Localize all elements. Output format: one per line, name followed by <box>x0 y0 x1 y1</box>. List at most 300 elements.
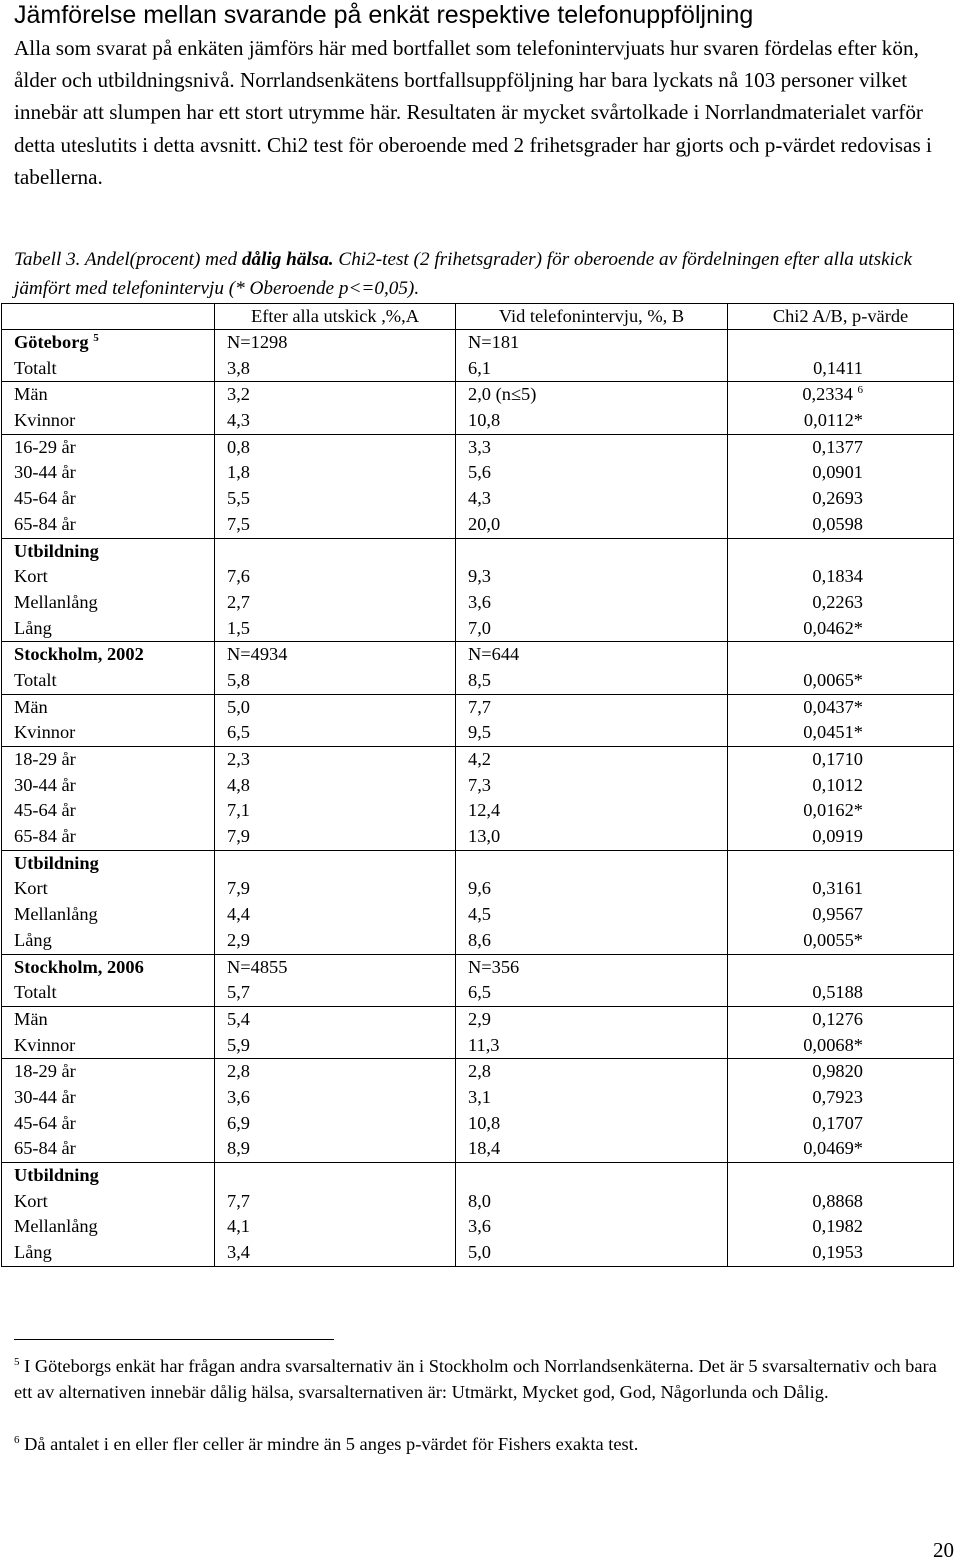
row-label-text: 16-29 år <box>14 436 76 457</box>
cell-text: N=356 <box>468 956 520 977</box>
cell-text: 7,7 <box>468 696 491 717</box>
cell-text: 0,1707 <box>812 1112 863 1133</box>
cell-text: 0,0065* <box>803 669 863 690</box>
percent-value <box>227 382 455 408</box>
cell-text: 0,7923 <box>812 1086 863 1107</box>
cell-text: 0,0068* <box>803 1034 863 1055</box>
row-label-cell <box>2 434 215 538</box>
percent-value <box>468 695 727 721</box>
caption-rest: Chi2-test (2 frihetsgrader) för oberoende av fördelningen efter alla utskick jämfört med telefonintervju (* Oberoende p<=0,05). <box>14 249 912 299</box>
row-label <box>14 1163 214 1189</box>
cell-text: 3,8 <box>227 357 250 378</box>
percent-value <box>227 460 455 486</box>
row-label-text: 45-64 år <box>14 800 76 821</box>
percent-value <box>227 1007 455 1033</box>
p-value <box>728 1214 863 1240</box>
percent-value <box>468 798 727 824</box>
cell-text: 2,7 <box>227 591 250 612</box>
row-label-text: Totalt <box>14 357 57 378</box>
row-label-text: Totalt <box>14 669 57 690</box>
row-label-text: 30-44 år <box>14 774 76 795</box>
row-label <box>14 408 214 434</box>
row-label-text: Kort <box>14 1190 48 1211</box>
table-caption <box>14 245 954 303</box>
p-value <box>728 902 863 928</box>
cell-text: 0,0462* <box>803 617 863 638</box>
cell-text: 10,8 <box>468 1112 501 1133</box>
row-label <box>14 435 214 461</box>
p-value <box>728 695 863 721</box>
row-label <box>14 695 214 721</box>
row-label-text: Mellanlång <box>14 591 98 612</box>
cell-text: 1,5 <box>227 617 250 638</box>
row-label <box>14 1189 214 1215</box>
p-value-cell <box>728 1059 954 1163</box>
value-a-cell <box>215 382 456 434</box>
percent-value <box>468 1189 727 1215</box>
row-label-text: 18-29 år <box>14 749 76 769</box>
value-a-cell <box>215 538 456 642</box>
p-value <box>728 798 863 824</box>
health-comparison-table <box>1 303 954 1267</box>
percent-value <box>468 356 727 382</box>
p-value <box>728 356 863 382</box>
row-label-text: Män <box>14 696 48 717</box>
row-label-cell <box>2 1163 215 1267</box>
percent-value <box>468 460 727 486</box>
table-row <box>2 330 954 382</box>
cell-text: 0,5188 <box>812 982 863 1003</box>
row-label-text: Mellanlång <box>14 904 98 925</box>
cell-text: 5,6 <box>468 462 491 483</box>
percent-value <box>468 824 727 850</box>
cell-text: 5,4 <box>227 1008 250 1029</box>
percent-value <box>227 1163 455 1189</box>
value-b-cell <box>456 538 728 642</box>
percent-value <box>227 902 455 928</box>
row-label-cell <box>2 538 215 642</box>
cell-text: 0,1710 <box>812 749 863 769</box>
row-label-text: 30-44 år <box>14 1086 76 1107</box>
percent-value <box>468 955 727 981</box>
percent-value <box>468 980 727 1006</box>
intro-paragraph: Alla som svarat på enkäten jämförs här med bortfallet som telefonintervjuats hur svaren fördelas efter kön, ålder och utbildningsnivå. Norrlandsenkätens bortfallsuppföljning har bara lyckats nå 103 personer vilket innebär att slumpen har ett stort utrymme här. Resultaten är mycket svårtolkade i Norrlandmaterialet varför detta uteslutits i detta avsnitt. Chi2 test för oberoende med 2 frihetsgrader har gjorts och p-värdet redovisas i tabellerna. <box>14 36 932 189</box>
p-value <box>728 1189 863 1215</box>
row-label <box>14 590 214 616</box>
cell-text: 10,8 <box>468 410 501 431</box>
percent-value <box>227 851 455 877</box>
row-label-cell <box>2 1006 215 1058</box>
cell-text: 6,5 <box>468 982 491 1003</box>
p-value <box>728 876 863 902</box>
cell-text: 5,8 <box>227 669 250 690</box>
row-label <box>14 928 214 954</box>
header-cell <box>2 304 215 330</box>
cell-text: 0,0055* <box>803 929 863 950</box>
p-value <box>728 1163 863 1189</box>
percent-value <box>468 668 727 694</box>
row-label-text: Kvinnor <box>14 410 76 431</box>
cell-text: 4,3 <box>227 410 250 431</box>
p-value <box>728 435 863 461</box>
cell-text: 2,0 (n≤5) <box>468 384 537 405</box>
cell-text: 7,9 <box>227 826 250 847</box>
cell-text: 13,0 <box>468 826 501 847</box>
cell-text: 0,2334 <box>802 384 853 405</box>
percent-value <box>227 356 455 382</box>
p-value-cell <box>728 538 954 642</box>
cell-text: 7,5 <box>227 513 250 534</box>
percent-value <box>227 408 455 434</box>
row-label-cell <box>2 694 215 746</box>
row-label-text: Kort <box>14 878 48 899</box>
cell-text: 7,1 <box>227 800 250 821</box>
cell-text: 0,8868 <box>812 1190 863 1211</box>
row-label-text: 65-84 år <box>14 826 76 847</box>
cell-text: 6,1 <box>468 357 491 378</box>
p-value <box>728 955 863 981</box>
row-label <box>14 486 214 512</box>
row-label-text: Kvinnor <box>14 722 76 743</box>
row-label <box>14 1136 214 1162</box>
cell-text: 0,1411 <box>813 357 863 378</box>
percent-value <box>227 955 455 981</box>
table-row <box>2 1163 954 1267</box>
row-label <box>14 382 214 408</box>
p-value <box>728 616 863 642</box>
percent-value <box>468 1240 727 1266</box>
percent-value <box>468 539 727 565</box>
row-label <box>14 1240 214 1266</box>
cell-text: 0,1012 <box>812 774 863 795</box>
value-a-cell <box>215 642 456 694</box>
cell-text: 0,1276 <box>812 1008 863 1029</box>
row-label-text: 65-84 år <box>14 513 76 534</box>
row-label-text: 45-64 år <box>14 1112 76 1133</box>
cell-text: N=1298 <box>227 332 288 352</box>
row-label-cell <box>2 642 215 694</box>
p-value-cell <box>728 694 954 746</box>
percent-value <box>468 1085 727 1111</box>
p-value-cell <box>728 954 954 1006</box>
footnote-5 <box>14 1353 954 1405</box>
percent-value <box>468 642 727 668</box>
row-label-text: 65-84 år <box>14 1138 76 1159</box>
value-a-cell <box>215 1059 456 1163</box>
value-b-cell <box>456 694 728 746</box>
percent-value <box>468 1163 727 1189</box>
row-label <box>14 1085 214 1111</box>
cell-text: 2,8 <box>227 1061 250 1082</box>
cell-text: 0,1953 <box>812 1242 863 1263</box>
percent-value <box>227 668 455 694</box>
cell-text: 8,9 <box>227 1138 250 1159</box>
cell-text: 4,2 <box>468 749 491 769</box>
percent-value <box>227 1240 455 1266</box>
p-value <box>728 773 863 799</box>
cell-text: 4,8 <box>227 774 250 795</box>
percent-value <box>468 720 727 746</box>
value-b-cell <box>456 330 728 382</box>
percent-value <box>468 902 727 928</box>
cell-text: 18,4 <box>468 1138 501 1159</box>
percent-value <box>227 773 455 799</box>
cell-text: 11,3 <box>468 1034 500 1055</box>
p-value <box>728 330 863 356</box>
value-a-cell <box>215 694 456 746</box>
p-value <box>728 720 863 746</box>
cell-text: 4,3 <box>468 488 491 509</box>
row-label <box>14 668 214 694</box>
cell-text: 5,9 <box>227 1034 250 1055</box>
row-label <box>14 330 214 356</box>
percent-value <box>468 1007 727 1033</box>
percent-value <box>468 590 727 616</box>
cell-text: 0,3161 <box>812 878 863 899</box>
percent-value <box>227 1214 455 1240</box>
cell-text: 0,0437* <box>803 696 863 717</box>
percent-value <box>227 1111 455 1137</box>
cell-text: 3,6 <box>468 1216 491 1237</box>
row-label-text: Kort <box>14 566 48 587</box>
table-row <box>2 850 954 954</box>
row-label <box>14 564 214 590</box>
cell-text: 2,3 <box>227 749 250 769</box>
percent-value <box>227 330 455 356</box>
row-label <box>14 539 214 565</box>
percent-value <box>468 928 727 954</box>
value-b-cell <box>456 434 728 538</box>
cell-text: 5,0 <box>227 696 250 717</box>
page-heading: Jämförelse mellan svarande på enkät respektive telefonuppföljning <box>14 1 754 29</box>
value-b-cell <box>456 382 728 434</box>
row-label-cell <box>2 1059 215 1163</box>
row-label-text: 18-29 år <box>14 1061 76 1082</box>
caption-lead: Tabell 3. Andel(procent) med <box>14 249 242 270</box>
percent-value <box>227 928 455 954</box>
percent-value <box>468 876 727 902</box>
p-value <box>728 512 863 538</box>
row-label <box>14 356 214 382</box>
row-label-cell <box>2 330 215 382</box>
cell-text: 0,0451* <box>803 722 863 743</box>
percent-value <box>468 616 727 642</box>
percent-value <box>468 382 727 408</box>
percent-value <box>468 1111 727 1137</box>
cell-text: 0,0901 <box>812 462 863 483</box>
row-label-text: Utbildning <box>14 1165 99 1185</box>
percent-value <box>227 512 455 538</box>
cell-text: 1,8 <box>227 462 250 483</box>
p-value <box>728 460 863 486</box>
footnote-mark: 6 <box>14 1433 20 1446</box>
value-b-cell <box>456 1163 728 1267</box>
cell-text: 3,2 <box>227 384 250 405</box>
row-label-text: Stockholm, 2002 <box>14 644 144 665</box>
row-label <box>14 798 214 824</box>
percent-value <box>227 1136 455 1162</box>
cell-text: 4,1 <box>227 1216 250 1237</box>
percent-value <box>227 695 455 721</box>
row-label <box>14 1059 214 1085</box>
cell-text: 7,3 <box>468 774 491 795</box>
cell-text: 0,2693 <box>812 488 863 509</box>
cell-text: 2,9 <box>227 929 250 950</box>
row-label-cell <box>2 382 215 434</box>
percent-value <box>227 435 455 461</box>
percent-value <box>227 876 455 902</box>
page-number: 20 <box>933 1538 954 1562</box>
p-value-cell <box>728 1163 954 1267</box>
percent-value <box>468 1059 727 1085</box>
cell-text: 8,0 <box>468 1190 491 1211</box>
percent-value <box>468 486 727 512</box>
row-label <box>14 460 214 486</box>
cell-text: 8,5 <box>468 669 491 690</box>
percent-value <box>468 1033 727 1059</box>
row-label <box>14 876 214 902</box>
cell-text: 0,0112* <box>803 410 863 431</box>
table-row <box>2 382 954 434</box>
cell-text: 8,6 <box>468 929 491 950</box>
percent-value <box>468 564 727 590</box>
row-label-text: Män <box>14 1008 48 1029</box>
cell-text: 0,9820 <box>812 1061 863 1082</box>
cell-text: 7,7 <box>227 1190 250 1211</box>
cell-text: 5,5 <box>227 488 250 509</box>
percent-value <box>468 851 727 877</box>
cell-text: 9,5 <box>468 722 491 743</box>
value-a-cell <box>215 747 456 851</box>
row-label-text: Lång <box>14 617 52 638</box>
row-label <box>14 720 214 746</box>
table-row <box>2 694 954 746</box>
percent-value <box>468 747 727 773</box>
cell-text: 5,0 <box>468 1242 491 1263</box>
header-cell: Chi2 A/B, p-värde <box>728 304 954 330</box>
table-header-row <box>2 304 954 330</box>
percent-value <box>468 435 727 461</box>
cell-text: N=4855 <box>227 956 288 977</box>
cell-text: 0,1982 <box>812 1216 863 1237</box>
footnote-text: Då antalet i en eller fler celler är mindre än 5 anges p-värdet för Fishers exakta test. <box>19 1434 639 1454</box>
row-label-text: Mellanlång <box>14 1216 98 1237</box>
value-a-cell <box>215 330 456 382</box>
row-label <box>14 851 214 877</box>
row-label <box>14 824 214 850</box>
cell-text: 3,3 <box>468 436 491 457</box>
percent-value <box>227 1059 455 1085</box>
p-value <box>728 980 863 1006</box>
row-label-text: Stockholm, 2006 <box>14 956 144 977</box>
cell-text: 0,1834 <box>812 566 863 587</box>
percent-value <box>227 720 455 746</box>
cell-text: 0,0162* <box>803 800 863 821</box>
cell-text: 0,0469* <box>803 1138 863 1159</box>
cell-text: 3,4 <box>227 1242 250 1263</box>
row-label-cell <box>2 747 215 851</box>
row-label-text: 30-44 år <box>14 462 76 483</box>
header-cell: Vid telefonintervju, %, B <box>456 304 728 330</box>
value-b-cell <box>456 1059 728 1163</box>
percent-value <box>227 616 455 642</box>
percent-value <box>468 1136 727 1162</box>
value-b-cell <box>456 642 728 694</box>
row-label-text: Utbildning <box>14 540 99 561</box>
p-value <box>728 539 863 565</box>
p-value <box>728 408 863 434</box>
cell-text: 5,7 <box>227 982 250 1003</box>
percent-value <box>227 1189 455 1215</box>
cell-text: 7,9 <box>227 878 250 899</box>
table-row <box>2 538 954 642</box>
p-value-cell <box>728 642 954 694</box>
percent-value <box>227 747 455 773</box>
footnote-rule <box>14 1339 334 1340</box>
header-cell: Efter alla utskick ,%,A <box>215 304 456 330</box>
p-value-cell <box>728 434 954 538</box>
percent-value <box>227 1085 455 1111</box>
p-value <box>728 1007 863 1033</box>
p-value-cell <box>728 382 954 434</box>
percent-value <box>468 1214 727 1240</box>
footnote-ref: 5 <box>93 331 99 344</box>
percent-value <box>227 1033 455 1059</box>
cell-text: 4,4 <box>227 904 250 925</box>
row-label-text: Göteborg <box>14 332 89 352</box>
p-value <box>728 668 863 694</box>
cell-text: 0,9567 <box>812 904 863 925</box>
cell-text: 3,6 <box>468 591 491 612</box>
percent-value <box>468 512 727 538</box>
percent-value <box>227 539 455 565</box>
row-label <box>14 616 214 642</box>
cell-text: 7,0 <box>468 617 491 638</box>
percent-value <box>468 408 727 434</box>
row-label <box>14 512 214 538</box>
p-value <box>728 1136 863 1162</box>
footnote-mark: 5 <box>14 1355 20 1368</box>
percent-value <box>468 330 727 356</box>
row-label-cell <box>2 954 215 1006</box>
table-row <box>2 434 954 538</box>
p-value <box>728 1033 863 1059</box>
cell-text: N=181 <box>468 332 520 352</box>
p-value-cell <box>728 850 954 954</box>
p-value-cell <box>728 1006 954 1058</box>
cell-text: 0,0598 <box>812 513 863 534</box>
cell-text: 9,3 <box>468 566 491 587</box>
caption-bold: dålig hälsa. <box>241 249 334 270</box>
table-row <box>2 1059 954 1163</box>
cell-text: 0,8 <box>227 436 250 457</box>
p-value <box>728 824 863 850</box>
row-label <box>14 747 214 773</box>
cell-text: 3,6 <box>227 1086 250 1107</box>
p-value <box>728 382 863 408</box>
row-label <box>14 773 214 799</box>
value-a-cell <box>215 954 456 1006</box>
table-row <box>2 642 954 694</box>
row-label-text: Lång <box>14 929 52 950</box>
p-value <box>728 747 863 773</box>
cell-text: 0,1377 <box>812 436 863 457</box>
cell-text: 12,4 <box>468 800 501 821</box>
table-row <box>2 747 954 851</box>
cell-text: 2,9 <box>468 1008 491 1029</box>
p-value-cell <box>728 330 954 382</box>
p-value <box>728 564 863 590</box>
